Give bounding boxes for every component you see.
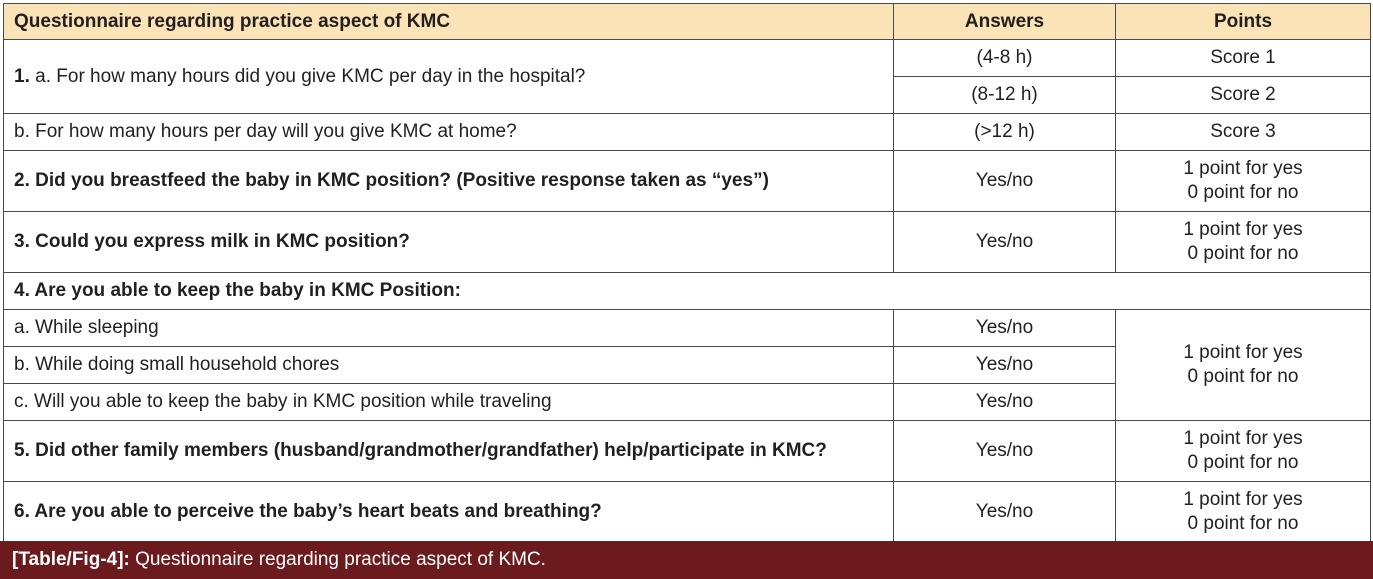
q6-answer: Yes/no [894,482,1116,543]
q4-text: 4. Are you able to keep the baby in KMC Position: [4,273,1371,310]
q1a-question [4,40,894,114]
table-header-row [4,4,1371,40]
q4a-answer: Yes/no [894,310,1116,347]
q1a-text: a. For how many hours did you give KMC per day in the hospital? [35,65,586,87]
q3-points-no: 0 point for no [1187,243,1299,264]
q6-points-no: 0 point for no [1187,513,1299,534]
q1-answer-3: (>12 h) [894,114,1116,151]
header-answers: Answers [894,4,1116,40]
q3-text: 3. Could you express milk in KMC position? [4,212,894,273]
q1-points-3: Score 3 [1116,114,1371,151]
q4-points [1116,310,1371,421]
q2-answer: Yes/no [894,151,1116,212]
q3-answer: Yes/no [894,212,1116,273]
q1-number: 1. [14,65,30,87]
questionnaire-table-wrapper [3,3,1370,543]
q3-points-yes: 1 point for yes [1183,219,1303,240]
q3-points [1116,212,1371,273]
table-row [4,40,1371,77]
header-points: Points [1116,4,1371,40]
q4-points-yes: 1 point for yes [1183,342,1303,363]
q5-points [1116,421,1371,482]
caption-label: [Table/Fig-4]: [12,549,130,570]
q2-points-no: 0 point for no [1187,182,1299,203]
q2-text: 2. Did you breastfeed the baby in KMC position? (Positive response taken as “yes”) [4,151,894,212]
q1b-text: b. For how many hours per day will you give KMC at home? [4,114,894,151]
table-row [4,310,1371,347]
q4a-text: a. While sleeping [4,310,894,347]
q4c-text: c. Will you able to keep the baby in KMC position while traveling [4,384,894,421]
q5-answer: Yes/no [894,421,1116,482]
q1-answer-2: (8-12 h) [894,77,1116,114]
header-question: Questionnaire regarding practice aspect of KMC [4,4,894,40]
q6-points-yes: 1 point for yes [1183,489,1303,510]
q2-points [1116,151,1371,212]
q4-points-no: 0 point for no [1187,366,1299,387]
q4c-answer: Yes/no [894,384,1116,421]
q2-points-yes: 1 point for yes [1183,158,1303,179]
q1-answer-1: (4-8 h) [894,40,1116,77]
q5-text: 5. Did other family members (husband/grandmother/grandfather) help/participate in KMC? [4,421,894,482]
table-row [4,273,1371,310]
table-row [4,114,1371,151]
questionnaire-table [3,3,1371,543]
q5-points-yes: 1 point for yes [1183,428,1303,449]
table-row [4,212,1371,273]
caption-text: Questionnaire regarding practice aspect of KMC. [135,549,546,570]
q5-points-no: 0 point for no [1187,452,1299,473]
q6-text: 6. Are you able to perceive the baby’s heart beats and breathing? [4,482,894,543]
q4b-text: b. While doing small household chores [4,347,894,384]
table-row [4,421,1371,482]
q1-points-1: Score 1 [1116,40,1371,77]
q4b-answer: Yes/no [894,347,1116,384]
q6-points [1116,482,1371,543]
table-caption [0,541,1373,579]
table-row [4,151,1371,212]
table-row [4,482,1371,543]
q1-points-2: Score 2 [1116,77,1371,114]
